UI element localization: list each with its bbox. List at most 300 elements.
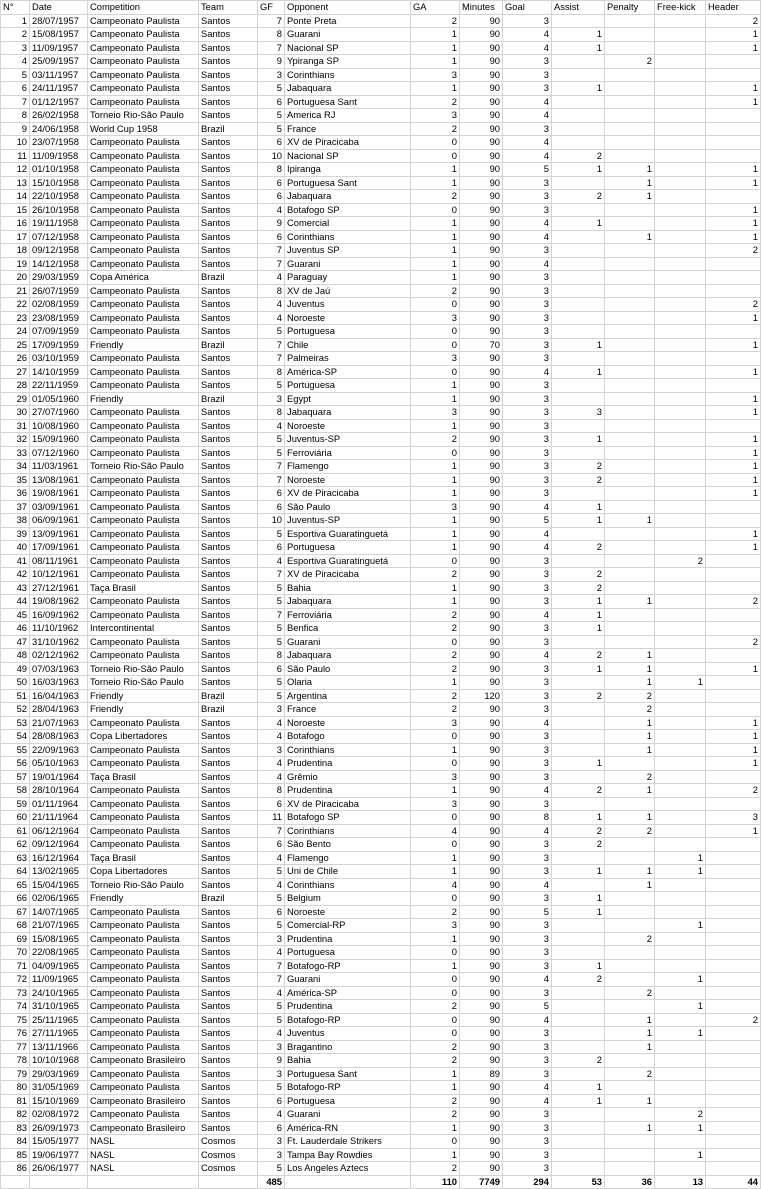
cell-competition: Friendly <box>88 392 199 406</box>
cell-team: Santos <box>199 217 258 231</box>
cell-date: 29/03/1959 <box>30 271 88 285</box>
total-competition <box>88 1175 199 1189</box>
cell-ga: 1 <box>411 581 460 595</box>
cell-free-kick <box>655 95 706 109</box>
cell-team: Santos <box>199 851 258 865</box>
cell-number: 68 <box>1 919 30 933</box>
table-row <box>1 136 761 150</box>
cell-competition: Campeonato Paulista <box>88 433 199 447</box>
cell-minutes: 90 <box>460 271 503 285</box>
cell-team: Santos <box>199 500 258 514</box>
cell-team: Santos <box>199 433 258 447</box>
cell-header <box>706 608 761 622</box>
cell-free-kick <box>655 122 706 136</box>
cell-goal: 3 <box>503 730 552 744</box>
cell-opponent: Tampa Bay Rowdies <box>285 1148 411 1162</box>
cell-penalty <box>605 959 655 973</box>
cell-free-kick <box>655 811 706 825</box>
cell-free-kick <box>655 730 706 744</box>
cell-number: 39 <box>1 527 30 541</box>
cell-opponent: XV de Piracicaba <box>285 487 411 501</box>
cell-ga: 1 <box>411 487 460 501</box>
cell-team: Brazil <box>199 689 258 703</box>
cell-gf: 4 <box>258 311 285 325</box>
cell-gf: 7 <box>258 608 285 622</box>
cell-assist: 2 <box>552 838 605 852</box>
cell-number: 83 <box>1 1121 30 1135</box>
cell-assist <box>552 743 605 757</box>
cell-assist: 1 <box>552 338 605 352</box>
cell-number: 30 <box>1 406 30 420</box>
cell-penalty <box>605 28 655 42</box>
cell-goal: 4 <box>503 878 552 892</box>
column-header-number: N° <box>1 1 30 15</box>
cell-penalty: 1 <box>605 865 655 879</box>
cell-competition: Campeonato Paulista <box>88 838 199 852</box>
table-row <box>1 622 761 636</box>
table-row <box>1 311 761 325</box>
cell-date: 19/11/1958 <box>30 217 88 231</box>
cell-opponent: Corinthians <box>285 743 411 757</box>
cell-competition: Campeonato Paulista <box>88 595 199 609</box>
total-team <box>199 1175 258 1189</box>
table-row <box>1 433 761 447</box>
cell-gf: 5 <box>258 1013 285 1027</box>
cell-goal: 3 <box>503 338 552 352</box>
table-row <box>1 568 761 582</box>
cell-number: 15 <box>1 203 30 217</box>
cell-date: 15/10/1969 <box>30 1094 88 1108</box>
cell-penalty: 2 <box>605 932 655 946</box>
cell-penalty <box>605 298 655 312</box>
cell-opponent: Botafogo SP <box>285 203 411 217</box>
table-row <box>1 946 761 960</box>
cell-header <box>706 419 761 433</box>
cell-competition: Campeonato Paulista <box>88 28 199 42</box>
cell-competition: Campeonato Paulista <box>88 487 199 501</box>
cell-goal: 3 <box>503 55 552 69</box>
cell-penalty: 2 <box>605 824 655 838</box>
cell-date: 10/12/1961 <box>30 568 88 582</box>
cell-ga: 1 <box>411 82 460 96</box>
total-ga: 110 <box>411 1175 460 1189</box>
cell-ga: 3 <box>411 352 460 366</box>
cell-ga: 1 <box>411 244 460 258</box>
cell-penalty <box>605 203 655 217</box>
cell-ga: 2 <box>411 284 460 298</box>
cell-team: Santos <box>199 581 258 595</box>
cell-opponent: Paraguay <box>285 271 411 285</box>
cell-gf: 3 <box>258 68 285 82</box>
cell-competition: Campeonato Paulista <box>88 1108 199 1122</box>
cell-ga: 0 <box>411 635 460 649</box>
cell-date: 25/11/1965 <box>30 1013 88 1027</box>
table-row <box>1 298 761 312</box>
cell-team: Santos <box>199 379 258 393</box>
cell-ga: 2 <box>411 95 460 109</box>
cell-ga: 1 <box>411 851 460 865</box>
cell-assist: 2 <box>552 824 605 838</box>
cell-competition: Campeonato Paulista <box>88 811 199 825</box>
cell-goal: 4 <box>503 541 552 555</box>
cell-competition: Campeonato Paulista <box>88 82 199 96</box>
cell-free-kick <box>655 716 706 730</box>
cell-opponent: Juventus <box>285 298 411 312</box>
cell-team: Santos <box>199 95 258 109</box>
cell-penalty: 1 <box>605 878 655 892</box>
cell-ga: 0 <box>411 973 460 987</box>
cell-team: Santos <box>199 298 258 312</box>
cell-penalty <box>605 581 655 595</box>
cell-competition: Campeonato Paulista <box>88 527 199 541</box>
cell-competition: Copa Libertadores <box>88 730 199 744</box>
cell-goal: 4 <box>503 824 552 838</box>
cell-team: Santos <box>199 203 258 217</box>
cell-goal: 4 <box>503 136 552 150</box>
cell-date: 13/09/1961 <box>30 527 88 541</box>
cell-ga: 1 <box>411 1148 460 1162</box>
cell-ga: 0 <box>411 811 460 825</box>
cell-assist <box>552 257 605 271</box>
cell-minutes: 90 <box>460 28 503 42</box>
cell-number: 20 <box>1 271 30 285</box>
cell-number: 86 <box>1 1162 30 1176</box>
cell-gf: 6 <box>258 662 285 676</box>
cell-goal: 3 <box>503 635 552 649</box>
table-row <box>1 217 761 231</box>
cell-opponent: Portuguesa <box>285 541 411 555</box>
cell-free-kick <box>655 1135 706 1149</box>
cell-gf: 6 <box>258 230 285 244</box>
cell-header: 1 <box>706 217 761 231</box>
cell-ga: 2 <box>411 1054 460 1068</box>
column-header-team: Team <box>199 1 258 15</box>
cell-opponent: Corinthians <box>285 824 411 838</box>
cell-header <box>706 554 761 568</box>
table-row <box>1 406 761 420</box>
cell-goal: 3 <box>503 892 552 906</box>
cell-penalty <box>605 136 655 150</box>
cell-goal: 3 <box>503 838 552 852</box>
cell-penalty <box>605 460 655 474</box>
cell-goal: 4 <box>503 230 552 244</box>
cell-free-kick <box>655 311 706 325</box>
cell-date: 15/04/1965 <box>30 878 88 892</box>
cell-date: 03/11/1957 <box>30 68 88 82</box>
cell-opponent: Flamengo <box>285 851 411 865</box>
cell-header <box>706 1081 761 1095</box>
cell-opponent: Egypt <box>285 392 411 406</box>
cell-minutes: 90 <box>460 568 503 582</box>
cell-header: 2 <box>706 784 761 798</box>
cell-free-kick <box>655 581 706 595</box>
cell-gf: 9 <box>258 55 285 69</box>
cell-date: 15/10/1958 <box>30 176 88 190</box>
cell-date: 28/10/1964 <box>30 784 88 798</box>
cell-ga: 3 <box>411 770 460 784</box>
cell-opponent: Botafogo SP <box>285 811 411 825</box>
table-row <box>1 986 761 1000</box>
cell-header: 1 <box>706 365 761 379</box>
cell-date: 07/09/1959 <box>30 325 88 339</box>
cell-number: 57 <box>1 770 30 784</box>
cell-free-kick <box>655 622 706 636</box>
cell-competition: Campeonato Paulista <box>88 514 199 528</box>
cell-competition: Campeonato Paulista <box>88 1081 199 1095</box>
cell-team: Santos <box>199 973 258 987</box>
table-row <box>1 1013 761 1027</box>
cell-gf: 4 <box>258 203 285 217</box>
column-header-minutes: Minutes <box>460 1 503 15</box>
cell-minutes: 90 <box>460 257 503 271</box>
cell-date: 09/12/1964 <box>30 838 88 852</box>
cell-opponent: Ft. Lauderdale Strikers <box>285 1135 411 1149</box>
cell-competition: Campeonato Paulista <box>88 176 199 190</box>
cell-competition: Campeonato Paulista <box>88 1040 199 1054</box>
cell-team: Santos <box>199 568 258 582</box>
cell-free-kick <box>655 838 706 852</box>
cell-header <box>706 649 761 663</box>
cell-goal: 3 <box>503 689 552 703</box>
cell-date: 10/10/1968 <box>30 1054 88 1068</box>
cell-minutes: 90 <box>460 203 503 217</box>
cell-number: 28 <box>1 379 30 393</box>
cell-minutes: 70 <box>460 338 503 352</box>
table-row <box>1 257 761 271</box>
cell-ga: 1 <box>411 784 460 798</box>
cell-number: 42 <box>1 568 30 582</box>
cell-ga: 0 <box>411 1027 460 1041</box>
cell-ga: 4 <box>411 878 460 892</box>
table-row <box>1 1000 761 1014</box>
cell-ga: 1 <box>411 230 460 244</box>
cell-team: Santos <box>199 149 258 163</box>
table-row <box>1 1135 761 1149</box>
cell-opponent: Comercial <box>285 217 411 231</box>
cell-minutes: 90 <box>460 298 503 312</box>
cell-team: Santos <box>199 865 258 879</box>
cell-goal: 4 <box>503 608 552 622</box>
cell-minutes: 90 <box>460 68 503 82</box>
cell-goal: 3 <box>503 14 552 28</box>
cell-ga: 1 <box>411 743 460 757</box>
cell-date: 13/08/1961 <box>30 473 88 487</box>
cell-minutes: 90 <box>460 500 503 514</box>
cell-number: 27 <box>1 365 30 379</box>
cell-competition: Campeonato Paulista <box>88 946 199 960</box>
cell-gf: 5 <box>258 581 285 595</box>
cell-date: 19/06/1977 <box>30 1148 88 1162</box>
cell-competition: Campeonato Paulista <box>88 743 199 757</box>
table-row <box>1 811 761 825</box>
cell-team: Santos <box>199 662 258 676</box>
cell-competition: Campeonato Paulista <box>88 41 199 55</box>
cell-ga: 1 <box>411 1067 460 1081</box>
cell-team: Santos <box>199 109 258 123</box>
cell-assist <box>552 770 605 784</box>
table-row <box>1 352 761 366</box>
cell-penalty: 1 <box>605 1121 655 1135</box>
cell-opponent: Noroeste <box>285 473 411 487</box>
cell-number: 79 <box>1 1067 30 1081</box>
cell-gf: 6 <box>258 190 285 204</box>
cell-date: 25/09/1957 <box>30 55 88 69</box>
cell-opponent: Comercial-RP <box>285 919 411 933</box>
cell-date: 07/12/1960 <box>30 446 88 460</box>
table-row <box>1 82 761 96</box>
cell-gf: 3 <box>258 743 285 757</box>
cell-number: 23 <box>1 311 30 325</box>
cell-header <box>706 838 761 852</box>
table-row <box>1 824 761 838</box>
cell-penalty <box>605 122 655 136</box>
cell-gf: 6 <box>258 1094 285 1108</box>
cell-assist <box>552 851 605 865</box>
cell-gf: 8 <box>258 365 285 379</box>
cell-team: Santos <box>199 1121 258 1135</box>
cell-number: 67 <box>1 905 30 919</box>
cell-team: Santos <box>199 878 258 892</box>
cell-header <box>706 284 761 298</box>
cell-number: 75 <box>1 1013 30 1027</box>
cell-penalty <box>605 905 655 919</box>
cell-number: 13 <box>1 176 30 190</box>
cell-opponent: Bahia <box>285 1054 411 1068</box>
cell-penalty <box>605 352 655 366</box>
cell-number: 18 <box>1 244 30 258</box>
cell-free-kick <box>655 959 706 973</box>
cell-gf: 7 <box>258 14 285 28</box>
cell-competition: Campeonato Paulista <box>88 284 199 298</box>
cell-team: Santos <box>199 770 258 784</box>
table-row <box>1 338 761 352</box>
cell-minutes: 90 <box>460 392 503 406</box>
cell-team: Santos <box>199 487 258 501</box>
table-row <box>1 149 761 163</box>
cell-gf: 6 <box>258 1121 285 1135</box>
cell-team: Santos <box>199 1108 258 1122</box>
cell-team: Santos <box>199 82 258 96</box>
cell-minutes: 90 <box>460 716 503 730</box>
cell-date: 07/03/1963 <box>30 662 88 676</box>
cell-assist <box>552 703 605 717</box>
cell-header <box>706 905 761 919</box>
cell-penalty: 1 <box>605 662 655 676</box>
cell-gf: 7 <box>258 352 285 366</box>
cell-minutes: 90 <box>460 541 503 555</box>
cell-number: 73 <box>1 986 30 1000</box>
cell-ga: 2 <box>411 1108 460 1122</box>
table-row <box>1 797 761 811</box>
table-row <box>1 1108 761 1122</box>
cell-header <box>706 379 761 393</box>
cell-assist: 1 <box>552 217 605 231</box>
cell-minutes: 90 <box>460 757 503 771</box>
cell-ga: 1 <box>411 932 460 946</box>
cell-penalty <box>605 392 655 406</box>
cell-opponent: Jabaquara <box>285 406 411 420</box>
cell-competition: Campeonato Paulista <box>88 217 199 231</box>
cell-free-kick <box>655 257 706 271</box>
cell-free-kick: 1 <box>655 1148 706 1162</box>
cell-gf: 5 <box>258 865 285 879</box>
table-row <box>1 1027 761 1041</box>
cell-ga: 3 <box>411 109 460 123</box>
cell-minutes: 90 <box>460 1040 503 1054</box>
cell-assist <box>552 203 605 217</box>
cell-minutes: 90 <box>460 122 503 136</box>
cell-goal: 3 <box>503 311 552 325</box>
cell-gf: 4 <box>258 554 285 568</box>
cell-number: 44 <box>1 595 30 609</box>
cell-header <box>706 703 761 717</box>
cell-date: 22/09/1963 <box>30 743 88 757</box>
cell-assist <box>552 487 605 501</box>
cell-penalty: 2 <box>605 986 655 1000</box>
table-row <box>1 230 761 244</box>
cell-opponent: France <box>285 703 411 717</box>
cell-number: 47 <box>1 635 30 649</box>
cell-opponent: Portuguesa <box>285 325 411 339</box>
cell-penalty: 1 <box>605 716 655 730</box>
cell-header <box>706 676 761 690</box>
cell-date: 15/09/1960 <box>30 433 88 447</box>
cell-free-kick: 1 <box>655 1000 706 1014</box>
cell-free-kick <box>655 595 706 609</box>
cell-opponent: Noroeste <box>285 311 411 325</box>
cell-assist: 1 <box>552 865 605 879</box>
cell-team: Santos <box>199 325 258 339</box>
cell-gf: 6 <box>258 95 285 109</box>
cell-number: 74 <box>1 1000 30 1014</box>
cell-assist: 1 <box>552 622 605 636</box>
cell-minutes: 90 <box>460 905 503 919</box>
cell-competition: Campeonato Paulista <box>88 541 199 555</box>
cell-number: 61 <box>1 824 30 838</box>
cell-goal: 4 <box>503 973 552 987</box>
total-header: 44 <box>706 1175 761 1189</box>
cell-goal: 4 <box>503 41 552 55</box>
cell-gf: 6 <box>258 838 285 852</box>
cell-date: 16/04/1963 <box>30 689 88 703</box>
cell-goal: 4 <box>503 149 552 163</box>
cell-gf: 5 <box>258 82 285 96</box>
cell-goal: 3 <box>503 68 552 82</box>
cell-minutes: 90 <box>460 730 503 744</box>
cell-goal: 3 <box>503 271 552 285</box>
cell-goal: 3 <box>503 770 552 784</box>
cell-date: 09/12/1958 <box>30 244 88 258</box>
cell-opponent: Botafogo <box>285 730 411 744</box>
cell-date: 04/09/1965 <box>30 959 88 973</box>
cell-number: 48 <box>1 649 30 663</box>
cell-date: 14/12/1958 <box>30 257 88 271</box>
cell-assist <box>552 919 605 933</box>
table-row <box>1 95 761 109</box>
cell-minutes: 90 <box>460 487 503 501</box>
cell-assist <box>552 1108 605 1122</box>
cell-team: Santos <box>199 190 258 204</box>
cell-goal: 4 <box>503 1013 552 1027</box>
cell-header <box>706 136 761 150</box>
cell-competition: NASL <box>88 1162 199 1176</box>
cell-date: 24/10/1965 <box>30 986 88 1000</box>
cell-gf: 5 <box>258 122 285 136</box>
cell-penalty: 1 <box>605 1094 655 1108</box>
cell-penalty <box>605 1054 655 1068</box>
cell-free-kick <box>655 986 706 1000</box>
cell-minutes: 90 <box>460 703 503 717</box>
